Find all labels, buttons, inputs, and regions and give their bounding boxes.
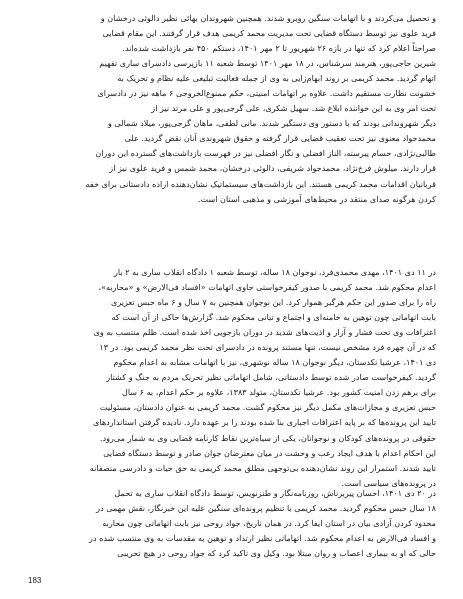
text-line: محمدجواد معنوی نیز تحت تعقیب قضایی قرار گرفته و حقوق شهروندی آنان نقض گردید. علی <box>124 133 436 144</box>
paragraph <box>28 486 436 561</box>
paragraph <box>28 265 436 491</box>
text-line: که در آن چهره فرد مشخص نیست، تنها مستند پرونده در دادسرای تحت نظر محمد کریمی بود. در ۱۳ <box>99 342 436 353</box>
text-line: در پرونده‌های سیاسی است. <box>341 477 436 488</box>
text-line: این احکام اعدام با هدف ایجاد رعب و وحشت در میان معترضان جوان صادر و توسط دستگاه قضایی <box>103 447 436 458</box>
text-line: راه را برای صدور این حکم هرگیر هموار کرد. این نوجوان همچنین به ۷ سال و ۶ ماه حبس تعزیری <box>110 297 436 308</box>
page-number: 183 <box>28 576 42 585</box>
text-line: حقوقی در پرونده‌های کودکان و نوجوانان، یکی از سیاه‌ترین نقاط کارنامه قضایی وی به شمار می‌رود. <box>99 432 436 443</box>
text-line: اعدام محکوم شد. محمد کریمی با صدور کیفرخواستی حاوی اتهامات «افساد فی‌الارض» و «محاربه»، <box>98 282 436 293</box>
text-line: دی ۱۴۰۱، عرشیا تکدستان، دیگر نوجوان ۱۸ ساله نوشهری، نیز با اتهامات مشابه به اعدام محکوم <box>113 357 436 368</box>
text-line: کردن هرگونه صدای منتقد در محیط‌های آموزشی و مذهبی استان است. <box>197 193 436 204</box>
text-line: اعترافات وی تحت فشار و آزار و اذیت‌های شدید در دوران بازجویی اخذ شده است. ظلم منتسب به وی <box>93 327 436 338</box>
text-line: فرید علوی نیز توسط دستگاه قضایی تحت مدیریت محمد کریمی هدف قرار گرفتند. این مقام قضایی <box>102 28 436 39</box>
text-line: تحت امر وی به این خواننده ابلاغ شد. سهیل شکری، علی گرجی‌پور و علی مرتد نیز از <box>151 103 436 114</box>
text-line: ۱۸ سال حبس محکوم گردید. محمد کریمی با تنظیم پرونده‌ای سنگین علیه این خبرنگار، نقش مهمی در <box>96 503 436 514</box>
text-line: شیرین حاجی‌پور، هنرمند سرشناس، در ۱۸ مهر ۱۴۰۱ توسط شعبه ۱۱ بازپرسی دادسرای ساری تفهیم <box>99 58 436 69</box>
paragraph <box>28 11 436 207</box>
text-line: در ۱۱ دی ۱۴۰۱، مهدی محمدی‌فرد، نوجوان ۱۸ ساله، توسط شعبه ۱ دادگاه انقلاب ساری به ۲ بار <box>114 267 436 277</box>
text-line: صراحتاً اعلام کرد که تنها در بازه ۲۶ شهریور تا ۲ مهر ۱۴۰۱، دستکم ۴۵۰ نفر بازداشت شده‌اند. <box>122 43 436 54</box>
text-line: حبس تعزیری و مجازات‌های مکمل دیگر نیز محکوم گشت. محمد کریمی به عنوان دادستان، مسئولیت <box>99 402 436 413</box>
text-line: گردید. کیفرخواست صادر شده توسط دادستانی، شامل اتهاماتی نظیر تحریک مردم به جنگ و کشتار <box>106 372 436 383</box>
text-line: و افساد فی‌الارض به اعدام محکوم شد. اتهاماتی نظیر ارتداد و توهین به مقدسات به وی منتسب شده در <box>89 533 436 544</box>
text-line: تایید شدند. استمرار این روند نشان‌دهنده بی‌توجهی مطلق محمد کریمی به حق حیات و دادرسی منصفانه <box>89 462 436 473</box>
text-line: و تحصیل می‌کردند و با اتهامات سنگین روبرو شدند. همچنین شهروندان بهائی نظیر دالوئی درخشان و <box>100 13 436 23</box>
text-line: قرار دارند. میلوش فرخ‌نژاد، محمدجواد شریفی، دالوئی درخشان، محمد شمس و فرید علوی نیز از <box>109 163 436 174</box>
text-line: طالبی‌نژادی، حسام پیرسته، الناز افضلی و نگار افضلی نیز در فهرست بازداشت‌های گسترده این دوران <box>95 148 436 159</box>
text-line: در ۲۰ دی ۱۴۰۱، احسان پیربرناش، روزنامه‌نگار و طنزنویس، توسط دادگاه انقلاب ساری به تحمل <box>114 488 436 498</box>
text-line: اتهام گردید. محمد کریمی بر روند ابهام‌زایی به وی از جمله فعالیت تبلیغی علیه نظام و تحریک به <box>117 73 436 84</box>
text-line: حالی که او به بیماری اعصاب و روان مبتلا بود. وکیل وی تاکید کرد که جواد روحی در هیچ تحریبی <box>117 548 436 559</box>
text-line: برای برهم زدن امنیت کشور بود. عرشیا تکدستان، متولد ۱۳۸۳، علاوه بر حکم اعدام، به ۶ سال <box>121 387 436 398</box>
text-line: تایید این پرونده‌ها که بر پایه اعترافات اجباری بنا شده بودند را بر عهده دارد. نادیده گرفتن استانداردهای <box>93 417 436 428</box>
text-line: بابت اتهاماتی چون توهین به خامنه‌ای و اجتماع و تبانی محکوم شد. گزارش‌ها حاکی از آن است که <box>111 312 436 323</box>
text-line: محدود کردن آزادی بیان در استان ایفا کرد. در همان تاریخ، جواد روحی نیز بابت اتهاماتی چون محاربه <box>102 518 436 529</box>
text-line: خشونت نظارت مستقیم داشت. علاوه بر اتهامات امنیتی، حکم ممنوع‌الخروجی ۶ ماهه نیز در دادسرای <box>97 88 436 99</box>
text-line: قربانیان اقدامات محمد کریمی هستند. این بازداشت‌های سیستماتیک نشان‌دهنده اراده دادستانی برای خفه <box>85 178 436 189</box>
text-line: دیگر شهروندانی بودند که با دستور وی دستگیر شدند. مانی لطفی، ماهان گرجی‌پور، میلاد شمالی و <box>107 118 436 129</box>
